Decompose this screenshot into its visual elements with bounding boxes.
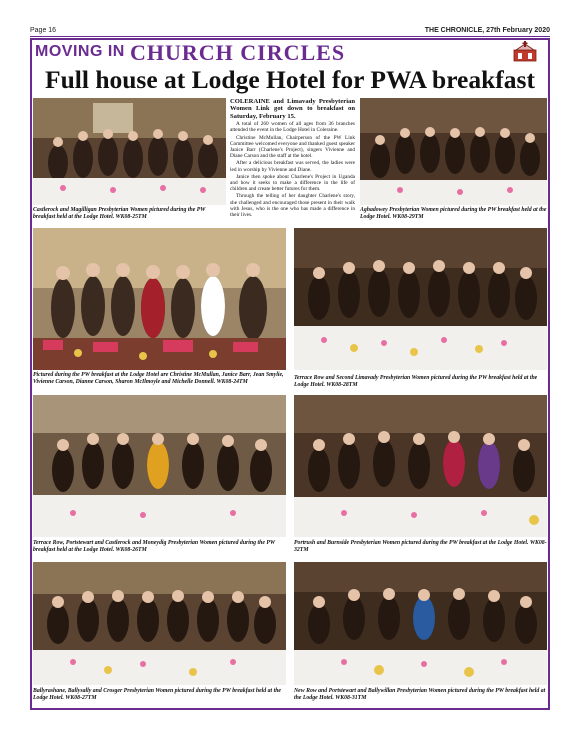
photo-committee-speakers bbox=[33, 228, 286, 370]
section-label-church-circles: CHURCH CIRCLES bbox=[130, 40, 346, 65]
article-paragraph: A total of 260 women of all ages from 36 branches attended the event in the Lodge Hotel in Coleraine. bbox=[230, 121, 355, 134]
photo-caption: Portrush and Burnside Presbyterian Women pictured during the PW breakfast at the Lodge Hotel. WK08-32TM bbox=[294, 540, 547, 553]
article-lead: COLERAINE and Limavady Presbyterian Women Link got down to breakfast on Saturday, February 15. bbox=[230, 98, 355, 120]
group-photo-image bbox=[33, 98, 226, 205]
header-rule bbox=[30, 36, 550, 37]
paper-name-date: THE CHRONICLE, 27th February 2020 bbox=[424, 27, 550, 34]
photo-aghadowey bbox=[360, 98, 547, 205]
photo-caption: Castlerock and Magilligan Presbyterian Women pictured during the PW breakfast held at the Lodge Hotel. WK08-25TM bbox=[33, 207, 206, 220]
photo-portrush-burnside bbox=[294, 395, 547, 537]
photo-castlerock-magilligan bbox=[33, 98, 226, 205]
group-photo-image bbox=[33, 395, 286, 537]
group-photo-image bbox=[33, 562, 286, 685]
article-paragraph: Through the telling of her daughter Charlene's story, she challenged and encouraged those present in their walk with Jesus, who is the one who has made a difference in their lives. bbox=[230, 193, 355, 219]
church-book-icon bbox=[512, 41, 538, 63]
photo-ballyrashane-ballysally-crosger bbox=[33, 562, 286, 685]
photo-caption: Aghadowey Presbyterian Women pictured during the PW breakfast held at the Lodge Hotel. WK08-29TM bbox=[360, 207, 547, 220]
section-banner bbox=[32, 40, 548, 64]
group-photo-image bbox=[294, 395, 547, 537]
photo-caption: Terrace Row and Second Limavady Presbyterian Women pictured during the PW breakfast held at the Lodge Hotel. WK08-28TM bbox=[294, 375, 538, 388]
photo-caption: New Row and Portstewart and Ballywillan Presbyterian Women pictured during the PW breakfast held at the Lodge Hotel. WK08-31TM bbox=[294, 688, 546, 701]
photo-caption: Pictured during the PW breakfast at the Lodge Hotel are Christine McMullan, Janice Barr, Jean Smylie, Vivienne Carson, Dianne Carson, Sharon McIlmoyle and Michelle Donnell. WK08-24TM bbox=[33, 372, 284, 385]
group-photo-image bbox=[33, 228, 286, 370]
photo-terrace-row-second-limavady bbox=[294, 228, 547, 370]
group-photo-image bbox=[294, 562, 547, 685]
article-paragraph: After a delicious breakfast was served, the ladies were led in worship by Vivienne and Diane. bbox=[230, 160, 355, 173]
photo-caption: Ballyrashane, Ballysally and Crosger Presbyterian Women pictured during the PW breakfast held at the Lodge Hotel. WK08-27TM bbox=[33, 688, 281, 701]
photo-terrace-row-portstewart-castlerock bbox=[33, 395, 286, 537]
group-photo-image bbox=[360, 98, 547, 205]
group-photo-image bbox=[294, 228, 547, 370]
photo-caption: Terrace Row, Portstewart and Castlerock and Moneydig Presbyterian Women pictured during the PW breakfast held at the Lodge Hotel. WK08-26TM bbox=[33, 540, 275, 553]
headline: Full house at Lodge Hotel for PWA breakfast bbox=[45, 65, 535, 94]
article-paragraph: Christine McMullan, Chairperson of the PW Link Committee welcomed everyone and thanked guest speaker Janice Barr (Charlene's Project), singers Vivienne and Diane Carson and the staff at the hotel. bbox=[230, 134, 355, 160]
section-label-moving-in: MOVING IN bbox=[35, 43, 125, 60]
photo-new-row-portstewart-ballywillan bbox=[294, 562, 547, 685]
page-number: Page 16 bbox=[30, 27, 57, 34]
article-body bbox=[230, 98, 355, 219]
article-paragraph: Janice then spoke about Charlene's Project in Uganda and how it seeks to make a difference in the life of children and create better futures for them. bbox=[230, 173, 355, 193]
